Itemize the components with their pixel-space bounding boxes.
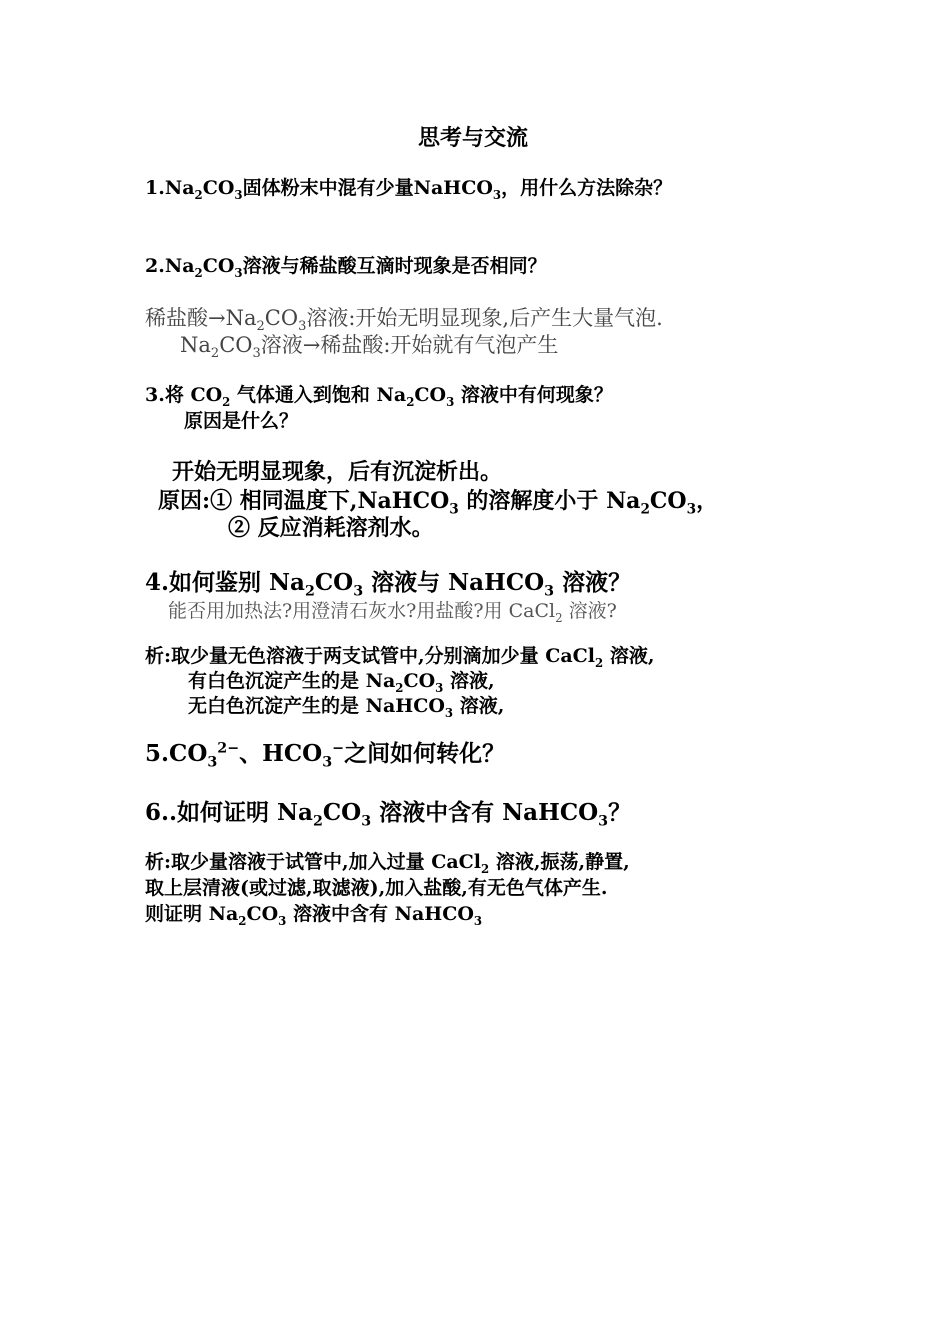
q5-superscript: − — [332, 740, 345, 757]
q1-number: 1. — [145, 177, 165, 199]
answer-text: 溶液中含有 NaHCO — [286, 903, 474, 925]
q2-number: 2. — [145, 255, 165, 277]
answer-subscript: 3 — [252, 346, 261, 362]
answer-text: CO — [403, 670, 436, 692]
q6-text: 6..如何证明 Na — [145, 799, 313, 826]
q4-answer-line-3 — [188, 696, 504, 718]
answer-text: CO — [649, 488, 687, 514]
page-title: 思考与交流 — [418, 125, 529, 151]
answer-subscript: 2 — [640, 501, 650, 518]
q1-formula: Na — [164, 177, 195, 199]
q3-answer-line-2 — [158, 488, 719, 518]
q4-text: CO — [314, 569, 354, 596]
answer-subscript: 3 — [686, 501, 697, 518]
q2-text: 溶液与稀盐酸互滴时现象是否相同？ — [242, 255, 547, 277]
q3-text: 气体通入到饱和 Na — [230, 384, 407, 406]
q3-text: CO — [414, 384, 447, 406]
q1-text: ，用什么方法除杂？ — [501, 177, 673, 199]
q4-text: 4.如何鉴别 Na — [145, 569, 305, 596]
question-1 — [145, 178, 672, 200]
answer-subscript: 2 — [595, 655, 604, 670]
q2-subscript: 3 — [234, 265, 243, 280]
question-3 — [145, 385, 613, 407]
question-5 — [145, 740, 506, 771]
answer-text: 溶液, — [443, 670, 495, 692]
q2-answer-line-2 — [180, 333, 559, 362]
q4-subscript: 3 — [353, 583, 364, 600]
q1-subscript: 2 — [194, 187, 203, 202]
q4-text: 溶液与 NaHCO — [363, 569, 545, 596]
answer-subscript: 3 — [444, 705, 454, 720]
q6-text: CO — [322, 799, 362, 826]
answer-subscript: 2 — [395, 680, 404, 695]
answer-text: ， — [696, 488, 719, 514]
q4-answer-line-1 — [145, 646, 654, 668]
q2-formula: Na — [164, 255, 195, 277]
answer-text: CO — [219, 333, 253, 357]
q6-subscript: 2 — [312, 813, 323, 830]
q3-answer-line-1: 开始无明显现象，后有沉淀析出。 — [172, 459, 503, 485]
q6-answer-line-3 — [145, 904, 482, 926]
q6-text: ？ — [608, 799, 632, 826]
q5-superscript: 2− — [217, 740, 240, 757]
q5-text: 、HCO — [239, 740, 323, 767]
answer-text: 溶液, — [603, 645, 655, 667]
answer-subscript: 3 — [298, 319, 307, 335]
q5-text: 之间如何转化？ — [344, 740, 506, 767]
q3-subscript: 3 — [446, 394, 455, 409]
answer-subscript: 2 — [210, 346, 220, 362]
q4-hint — [168, 601, 617, 623]
answer-text: CO — [264, 306, 299, 330]
q3-subscript: 2 — [406, 394, 415, 409]
answer-subscript: 3 — [435, 680, 444, 695]
q5-text: 5.CO — [145, 740, 208, 767]
q1-formula: CO — [202, 177, 235, 199]
answer-text: 溶液→稀盐酸:开始就有气泡产生 — [260, 333, 559, 357]
q3-answer-line-3: ② 反应消耗溶剂水。 — [228, 515, 434, 541]
question-6 — [145, 799, 632, 830]
answer-text: 溶液, — [453, 695, 505, 717]
answer-subscript: 3 — [473, 913, 483, 928]
answer-text: 溶液:开始无明显现象,后产生大量气泡. — [306, 306, 663, 330]
answer-text: 原因:① 相同温度下,NaHCO — [158, 488, 450, 514]
answer-text: 有白色沉淀产生的是 Na — [188, 670, 396, 692]
answer-subscript: 3 — [449, 501, 459, 518]
q1-formula: NaHCO — [413, 177, 493, 199]
answer-text: 溶液,振荡,静置, — [489, 851, 630, 873]
answer-subscript: 2 — [256, 319, 265, 335]
question-3-line-2: 原因是什么？ — [184, 410, 299, 432]
q5-subscript: 3 — [207, 754, 218, 771]
q6-subscript: 3 — [598, 813, 609, 830]
q3-text: 溶液中有何现象？ — [454, 384, 613, 406]
question-4 — [145, 569, 632, 600]
q4-answer-line-2 — [188, 671, 495, 693]
q5-subscript: 3 — [322, 754, 333, 771]
q1-subscript: 3 — [492, 187, 502, 202]
q6-answer-line-1 — [145, 852, 630, 874]
q2-formula: CO — [202, 255, 235, 277]
answer-text: 析:取少量无色溶液于两支试管中,分别滴加少量 CaCl — [145, 645, 596, 667]
q3-text: 3.将 CO — [145, 384, 223, 406]
q3-subscript: 2 — [222, 394, 231, 409]
q4-subscript: 2 — [304, 583, 315, 600]
q6-answer-line-2: 取上层清液(或过滤,取滤液),加入盐酸,有无色气体产生. — [145, 877, 608, 899]
answer-subscript: 2 — [481, 861, 490, 876]
question-2 — [145, 256, 547, 278]
answer-text: 析:取少量溶液于试管中,加入过量 CaCl — [145, 851, 482, 873]
answer-text: 稀盐酸→Na — [145, 306, 257, 330]
answer-text: 的溶解度小于 Na — [458, 488, 641, 514]
answer-text: CO — [246, 903, 279, 925]
hint-text: 能否用加热法?用澄清石灰水?用盐酸?用 CaCl — [168, 600, 556, 622]
q6-text: 溶液中含有 NaHCO — [371, 799, 599, 826]
q4-text: 溶液？ — [554, 569, 632, 596]
answer-subscript: 3 — [278, 913, 287, 928]
answer-text: 无白色沉淀产生的是 NaHCO — [188, 695, 445, 717]
q1-text: 固体粉末中混有少量 — [242, 177, 414, 199]
q4-subscript: 3 — [544, 583, 555, 600]
q1-subscript: 3 — [234, 187, 243, 202]
answer-text: 则证明 Na — [145, 903, 239, 925]
q2-answer-line-1 — [145, 306, 663, 335]
answer-text: Na — [180, 333, 211, 357]
hint-subscript: 2 — [555, 610, 563, 625]
hint-text: 溶液? — [562, 600, 617, 622]
answer-subscript: 2 — [238, 913, 247, 928]
q2-subscript: 2 — [194, 265, 203, 280]
q6-subscript: 3 — [361, 813, 372, 830]
